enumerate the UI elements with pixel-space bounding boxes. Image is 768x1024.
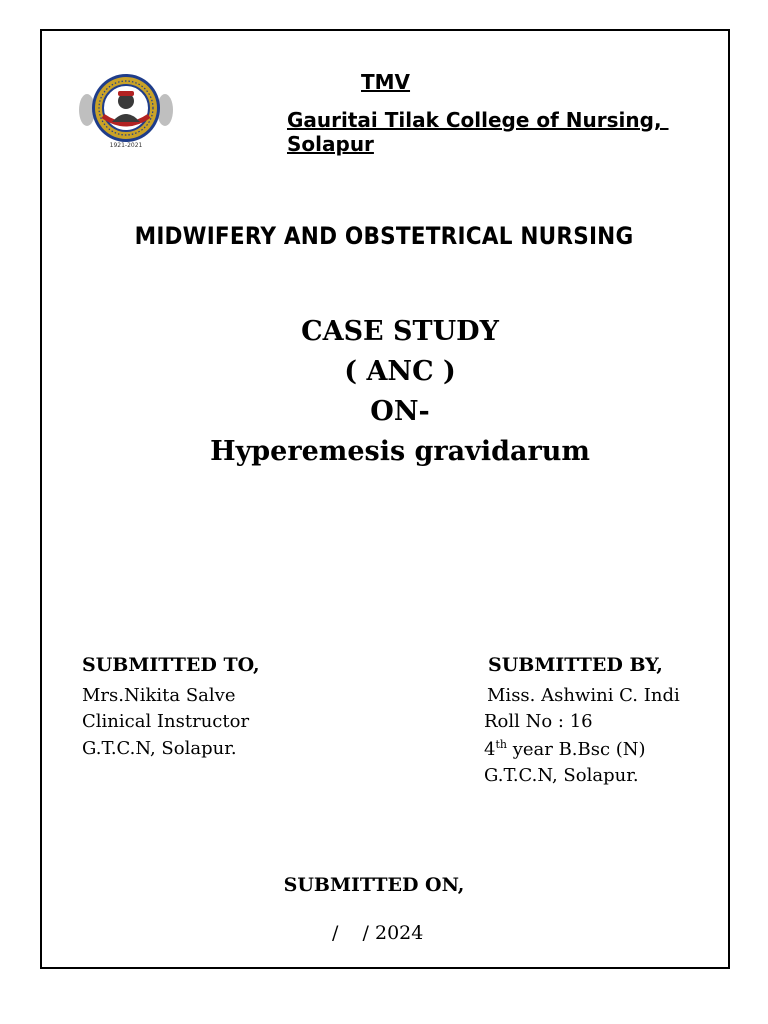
case-study-title — [0, 312, 768, 472]
org-short-name: TMV — [361, 70, 411, 94]
year-suffix: th — [495, 738, 507, 751]
submitted-by-roll: Roll No : 16 — [484, 711, 593, 732]
submitted-by-heading: SUBMITTED BY, — [488, 654, 663, 676]
submitted-by-name: Miss. Ashwini C. Indi — [487, 685, 680, 706]
university-logo — [78, 70, 174, 152]
submission-date: / / 2024 — [332, 922, 424, 944]
page-border — [40, 29, 730, 969]
submitted-by-institute: G.T.C.N, Solapur. — [484, 765, 639, 786]
subject-heading: MIDWIFERY AND OBSTETRICAL NURSING — [134, 222, 634, 250]
college-name-line1: Gauritai Tilak College of Nursing, — [287, 108, 669, 132]
year-number: 4 — [484, 739, 496, 760]
submitted-to-designation: Clinical Instructor — [82, 711, 250, 732]
college-name — [287, 108, 727, 156]
title-line-topic: Hyperemesis gravidarum — [210, 436, 590, 467]
year-rest: year B.Bsc (N) — [506, 739, 646, 760]
title-line-anc: ( ANC ) — [344, 356, 456, 387]
submitted-by-year — [484, 738, 646, 760]
college-name-line2: Solapur — [287, 132, 374, 156]
submitted-on-heading: SUBMITTED ON, — [283, 874, 465, 896]
title-line-case-study: CASE STUDY — [301, 316, 499, 347]
submitted-to-heading: SUBMITTED TO, — [82, 654, 260, 676]
submitted-to-name: Mrs.Nikita Salve — [82, 685, 236, 706]
submitted-to-institute: G.T.C.N, Solapur. — [82, 738, 237, 759]
title-line-on: ON- — [370, 396, 430, 427]
logo-years: 1921-2021 — [109, 142, 143, 149]
